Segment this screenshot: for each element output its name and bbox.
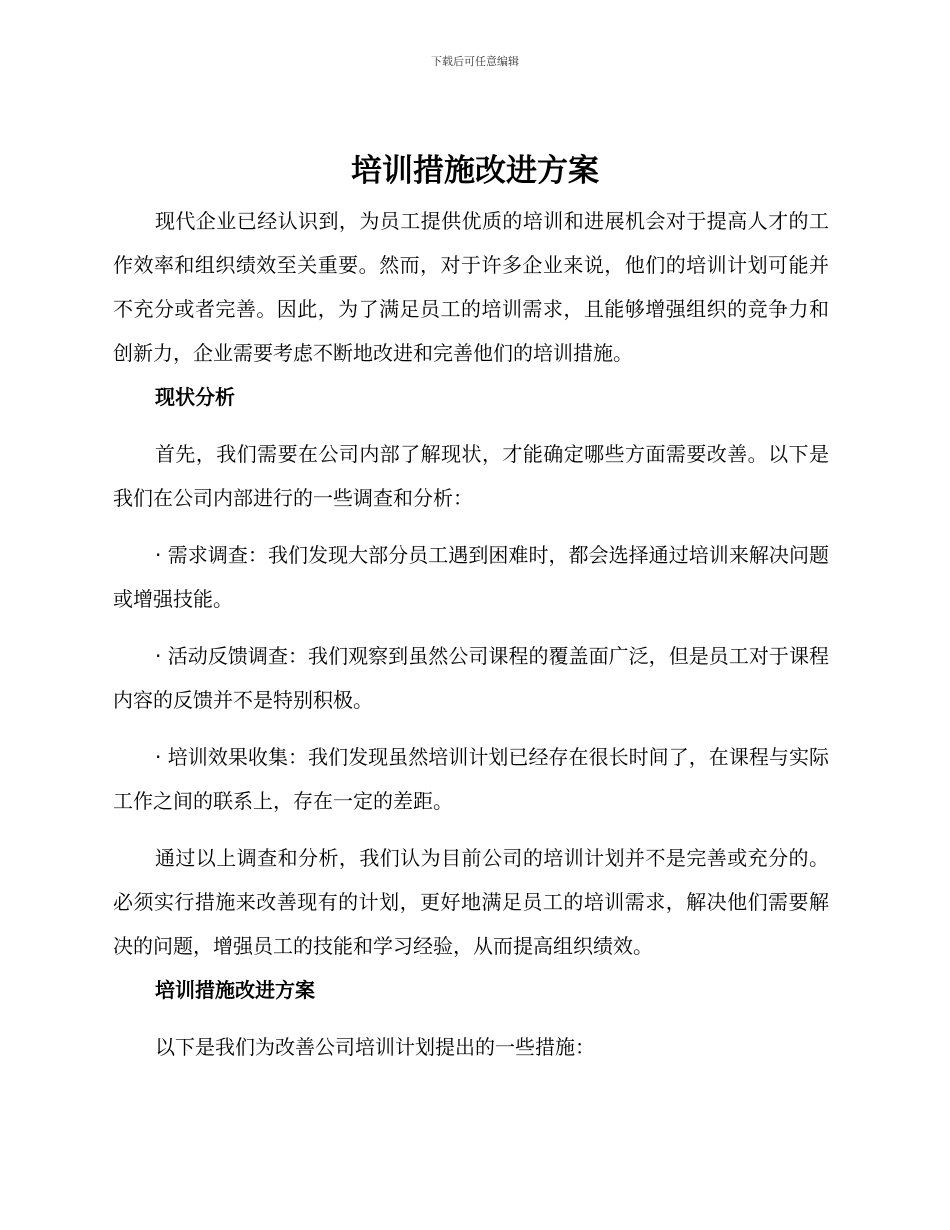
status-analysis-paragraph: 首先，我们需要在公司内部了解现状，才能确定哪些方面需要改善。以下是我们在公司内部进行的一些调查和分析： [113, 442, 829, 510]
section-heading-improvement-plan: 培训措施改进方案 [155, 978, 315, 1002]
improvement-intro-paragraph: 以下是我们为改善公司培训计划提出的一些措施： [155, 1035, 595, 1059]
section-heading-status-analysis: 现状分析 [155, 385, 235, 409]
bullet-item-demand-survey: · 需求调查：我们发现大部分员工遇到困难时，都会选择通过培训来解决问题或增强技能。 [113, 543, 829, 611]
bullet-item-feedback-survey: · 活动反馈调查：我们观察到虽然公司课程的覆盖面广泛，但是员工对于课程内容的反馈并不是特别积极。 [113, 644, 829, 712]
header-note: 下载后可任意编辑 [431, 55, 519, 68]
bullet-item-effect-collection: · 培训效果收集：我们发现虽然培训计划已经存在很长时间了，在课程与实际工作之间的联系上，存在一定的差距。 [113, 745, 829, 813]
document-title: 培训措施改进方案 [351, 153, 599, 189]
analysis-conclusion-paragraph: 通过以上调查和分析，我们认为目前公司的培训计划并不是完善或充分的。必须实行措施来改善现有的计划，更好地满足员工的培训需求，解决他们需要解决的问题，增强员工的技能和学习经验，从而提高组织绩效。 [113, 846, 829, 958]
intro-paragraph: 现代企业已经认识到，为员工提供优质的培训和进展机会对于提高人才的工作效率和组织绩效至关重要。然而，对于许多企业来说，他们的培训计划可能并不充分或者完善。因此，为了满足员工的培训需求，且能够增强组织的竞争力和创新力，企业需要考虑不断地改进和完善他们的培训措施。 [113, 209, 829, 365]
document-body [113, 199, 829, 1069]
